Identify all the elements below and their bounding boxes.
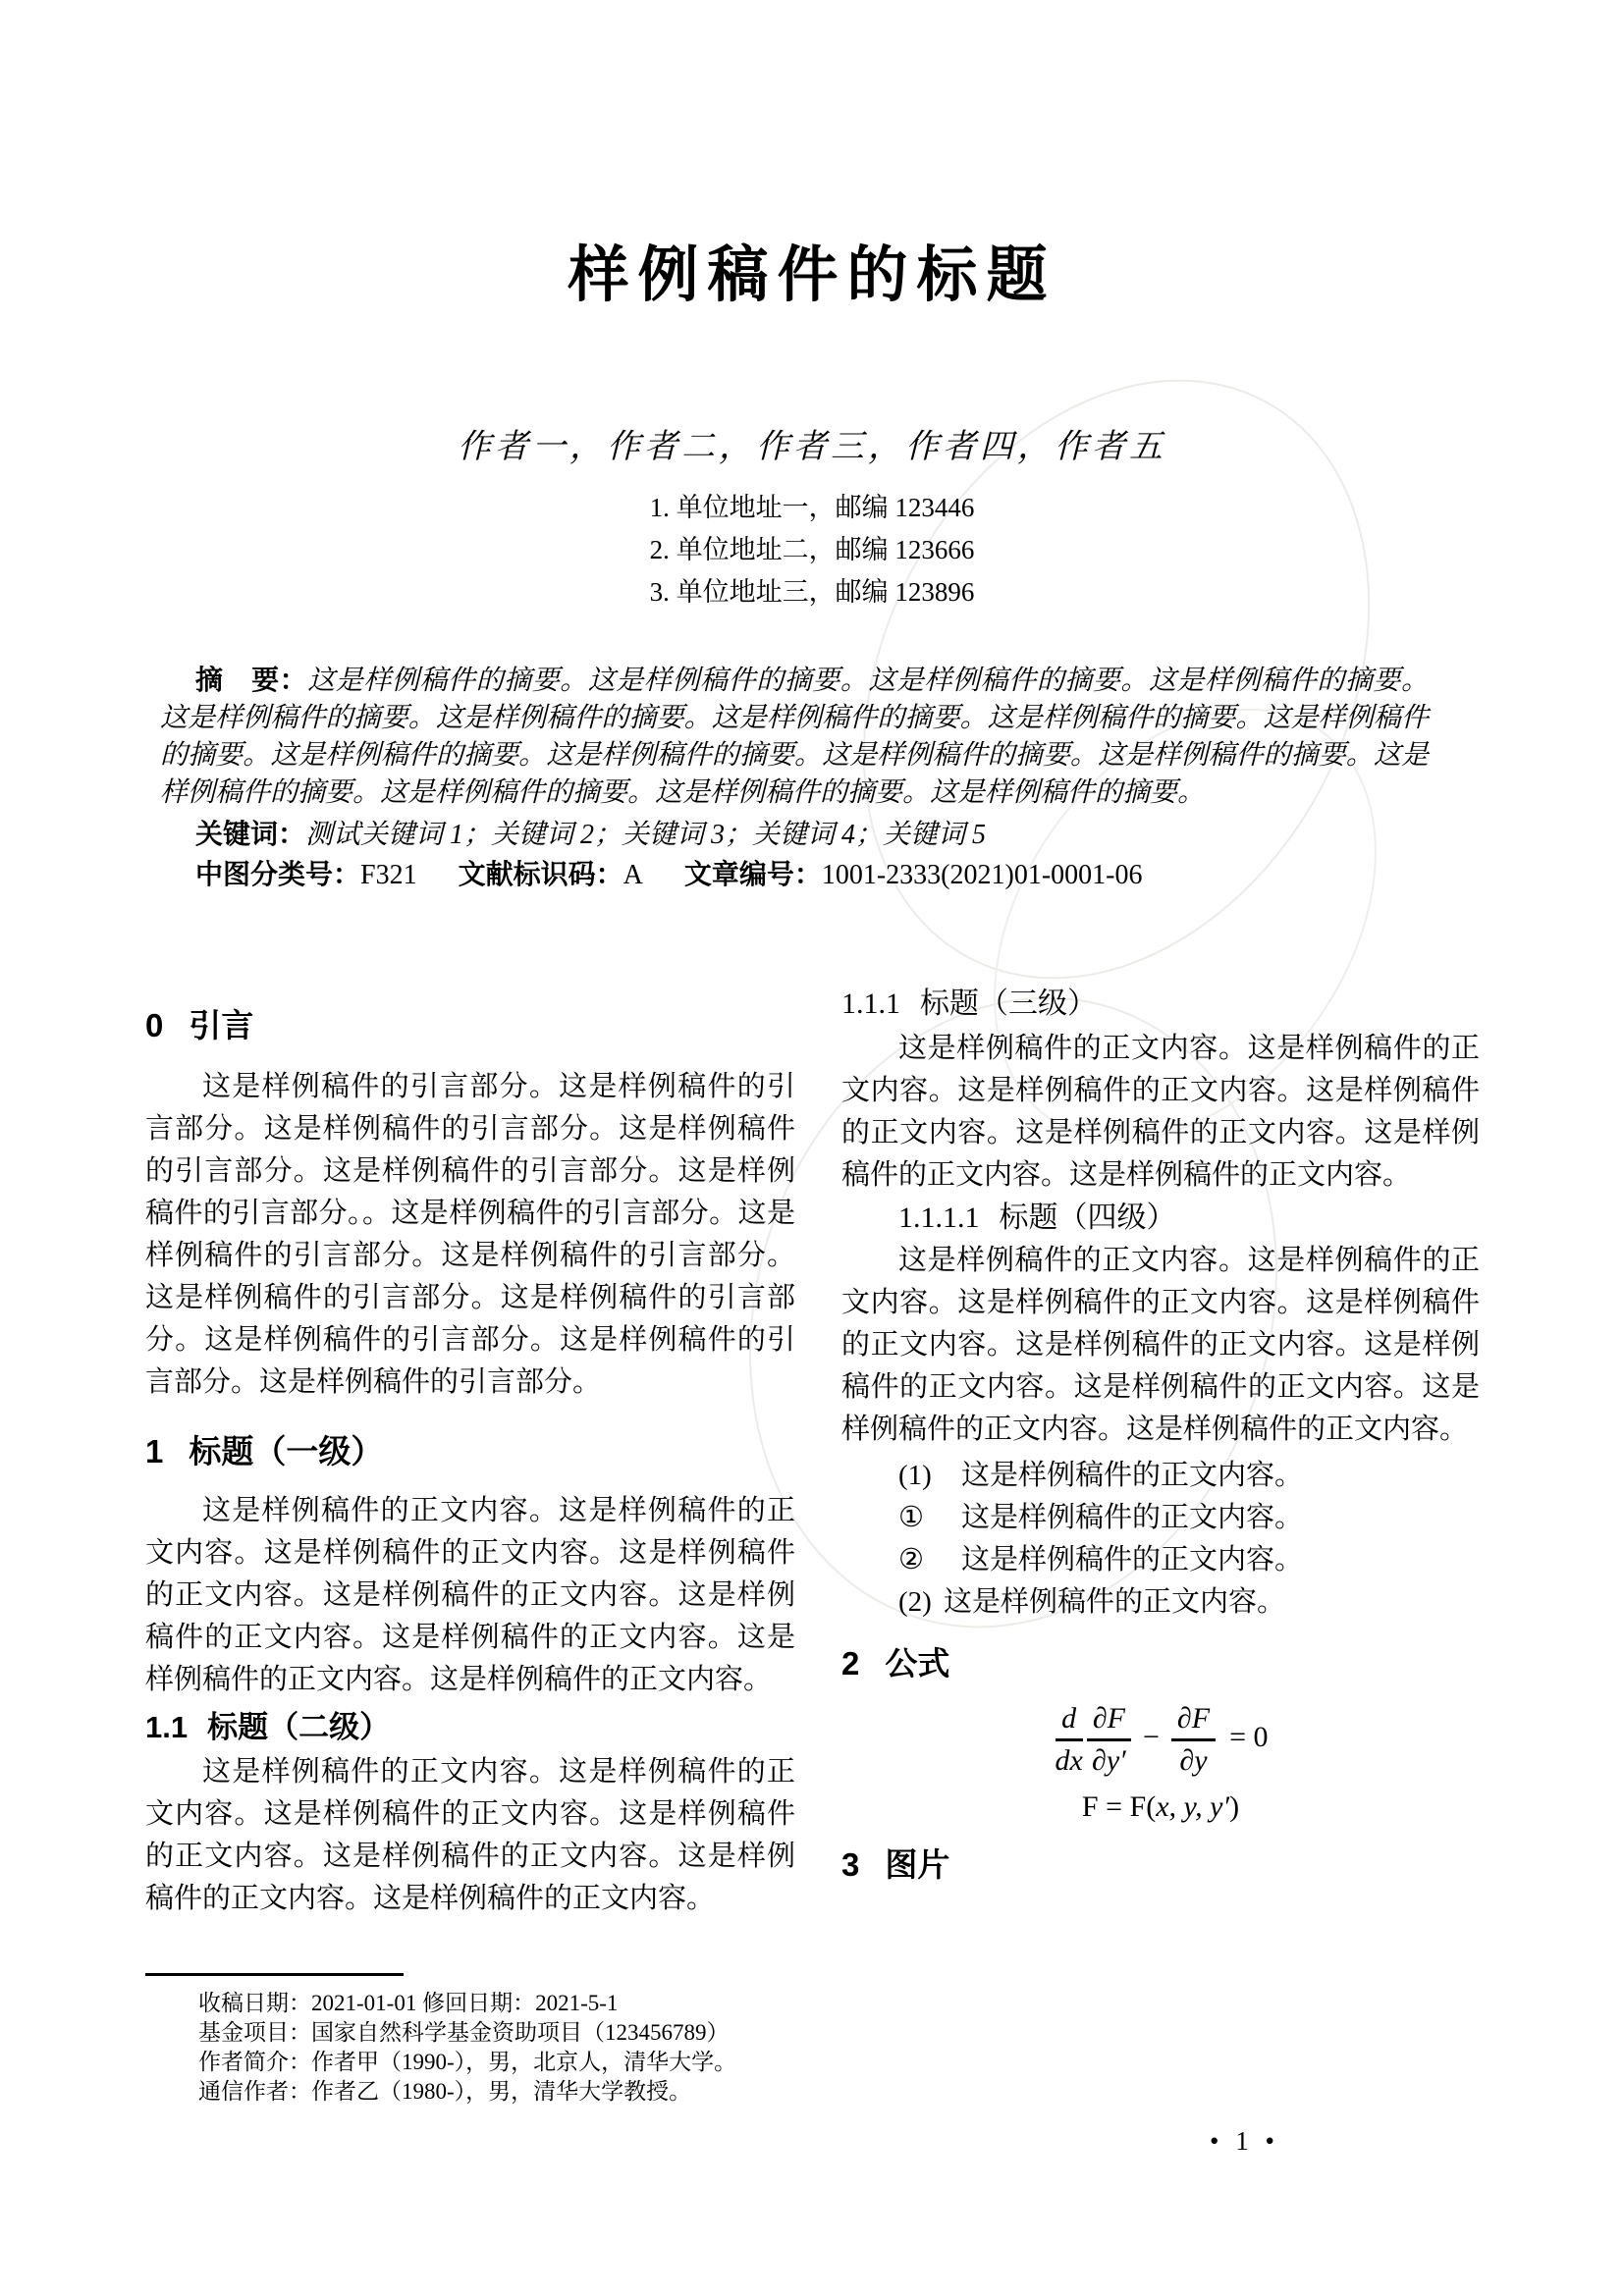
section-1-1-1-paragraph: 这是样例稿件的正文内容。这是样例稿件的正文内容。这是样例稿件的正文内容。这是样例稿件的正文内容。这是样例稿件的正文内容。这是样例稿件的正文内容。这是样例稿件的正文内容。	[841, 1033, 1480, 1191]
section-1-1-paragraph: 这是样例稿件的正文内容。这是样例稿件的正文内容。这是样例稿件的正文内容。这是样例稿件的正文内容。这是样例稿件的正文内容。这是样例稿件的正文内容。这是样例稿件的正文内容。	[145, 1756, 795, 1914]
affiliations	[0, 487, 1624, 614]
doc-code-label: 文献标识码：	[458, 859, 623, 889]
list-text: 这是样例稿件的正文内容。	[944, 1586, 1286, 1618]
list-text: 这是样例稿件的正文内容。	[961, 1544, 1304, 1575]
formula-f-definition	[841, 1789, 1480, 1825]
section-title: 标题（二级）	[207, 1710, 391, 1744]
section-1-paragraph: 这是样例稿件的正文内容。这是样例稿件的正文内容。这是样例稿件的正文内容。这是样例稿件的正文内容。这是样例稿件的正文内容。这是样例稿件的正文内容。这是样例稿件的正文内容。这是样例稿件的正文内容。这是样例稿件的正文内容。	[145, 1495, 795, 1695]
section-number: 1.1	[145, 1710, 189, 1744]
front-matter	[160, 662, 1429, 895]
abstract-text: 这是样例稿件的摘要。这是样例稿件的摘要。这是样例稿件的摘要。这是样例稿件的摘要。这是样例稿件的摘要。这是样例稿件的摘要。这是样例稿件的摘要。这是样例稿件的摘要。这是样例稿件的摘要。这是样例稿件的摘要。这是样例稿件的摘要。这是样例稿件的摘要。这是样例稿件的摘要。这是样例稿件的摘要。这是样例稿件的摘要。这是样例稿件的摘要。这是样例稿件的摘要。	[160, 666, 1429, 808]
fraction-denominator: dx	[1055, 1744, 1083, 1777]
article-title: 样例稿件的标题	[568, 241, 1056, 309]
section-title: 标题（一级）	[189, 1433, 384, 1469]
page-number: • 1 •	[1210, 2126, 1279, 2156]
classification-line	[160, 855, 1429, 895]
list-marker: (2)	[898, 1586, 932, 1618]
minus-operator: −	[1142, 1721, 1160, 1754]
list-item	[841, 1497, 1480, 1539]
fraction-numerator: ∂F	[1171, 1702, 1216, 1741]
section-title: 标题（四级）	[999, 1201, 1176, 1234]
intro-paragraph: 这是样例稿件的引言部分。这是样例稿件的引言部分。这是样例稿件的引言部分。这是样例稿件的引言部分。这是样例稿件的引言部分。这是样例稿件的引言部分。。这是样例稿件的引言部分。这是样例稿件的引言部分。这是样例稿件的引言部分。这是样例稿件的引言部分。这是样例稿件的引言部分。这是样例稿件的引言部分。这是样例稿件的引言部分。这是样例稿件的引言部分。	[145, 1071, 795, 1398]
article-id-value: 1001-2333(2021)01-0001-06	[821, 860, 1143, 890]
fraction-dF-dyprime	[1087, 1702, 1131, 1778]
fraction-denominator: ∂y	[1179, 1744, 1208, 1777]
affiliation-line: 3. 单位地址三，邮编 123896	[649, 577, 975, 607]
doc-code-value: A	[623, 860, 643, 890]
section-heading-1-1	[145, 1706, 795, 1749]
formula-variables: x, y, y′	[1156, 1790, 1230, 1823]
fraction-denominator: ∂y′	[1092, 1744, 1126, 1777]
section-1-1-1-1-paragraph: 这是样例稿件的正文内容。这是样例稿件的正文内容。这是样例稿件的正文内容。这是样例稿件的正文内容。这是样例稿件的正文内容。这是样例稿件的正文内容。这是样例稿件的正文内容。这是样例稿件的正文内容。这是样例稿件的正文内容。	[841, 1245, 1480, 1445]
fraction-dF-dy	[1171, 1702, 1216, 1778]
section-number: 3	[841, 1846, 860, 1883]
keywords-line	[160, 815, 1429, 855]
list-marker: ①	[898, 1502, 924, 1533]
section-title: 公式	[885, 1645, 950, 1682]
affiliation-line: 2. 单位地址二，邮编 123666	[649, 535, 975, 564]
list-marker: (1)	[898, 1460, 932, 1491]
section-number: 1.1.1	[841, 988, 900, 1020]
clc-label: 中图分类号：	[195, 859, 361, 889]
formula-lhs: F = F(	[1081, 1790, 1157, 1823]
keywords-label: 关键词：	[195, 819, 306, 849]
footnote-block	[145, 1973, 795, 2107]
fraction-numerator: ∂F	[1087, 1702, 1131, 1741]
fraction-d-dx	[1056, 1702, 1083, 1778]
list-text: 这是样例稿件的正文内容。	[961, 1460, 1304, 1491]
list-item	[841, 1581, 1480, 1624]
equals-zero: = 0	[1229, 1721, 1269, 1754]
section-number: 2	[841, 1645, 860, 1682]
section-heading-1-1-1	[841, 983, 1480, 1026]
section-number: 1.1.1.1	[898, 1201, 980, 1234]
footnote-corresponding-author: 通信作者：作者乙（1980-），男，清华大学教授。	[198, 2079, 692, 2104]
fraction-numerator: d	[1056, 1702, 1083, 1741]
article-id-label: 文章编号：	[683, 859, 822, 889]
clc-value: F321	[360, 860, 417, 890]
footnote-received-date: 收稿日期：2021-01-01 修回日期：2021-5-1	[198, 1991, 619, 2015]
affiliation-line: 1. 单位地址一，邮编 123446	[649, 493, 975, 522]
footnote-funding: 基金项目：国家自然科学基金资助项目（123456789）	[198, 2020, 730, 2045]
section-heading-1	[145, 1429, 795, 1474]
formula-close-paren: )	[1229, 1790, 1240, 1823]
section-heading-3	[841, 1842, 1480, 1888]
right-column	[841, 983, 1480, 1888]
footnote-author-bio: 作者简介：作者甲（1990-），男，北京人，清华大学。	[198, 2050, 737, 2074]
section-number: 0	[145, 1007, 164, 1043]
list-item	[841, 1539, 1480, 1581]
footnote-rule	[145, 1973, 404, 1976]
list-marker: ②	[898, 1544, 924, 1575]
authors-line: 作者一，作者二，作者三，作者四，作者五	[458, 429, 1166, 465]
list-item	[841, 1455, 1480, 1497]
numbered-list	[841, 1455, 1480, 1624]
list-text: 这是样例稿件的正文内容。	[961, 1502, 1304, 1533]
keywords-text: 测试关键词 1；关键词 2；关键词 3；关键词 4；关键词 5	[305, 820, 987, 850]
section-heading-1-1-1-1	[841, 1197, 1480, 1240]
section-heading-2	[841, 1641, 1480, 1686]
section-number: 1	[145, 1433, 164, 1469]
abstract-paragraph	[160, 662, 1429, 812]
left-column	[145, 1003, 795, 1920]
section-title: 图片	[885, 1846, 950, 1883]
section-title: 引言	[189, 1007, 254, 1043]
section-heading-0	[145, 1003, 795, 1048]
section-title: 标题（三级）	[920, 988, 1097, 1020]
formula-euler-lagrange	[841, 1702, 1480, 1778]
abstract-label: 摘 要：	[195, 665, 308, 695]
